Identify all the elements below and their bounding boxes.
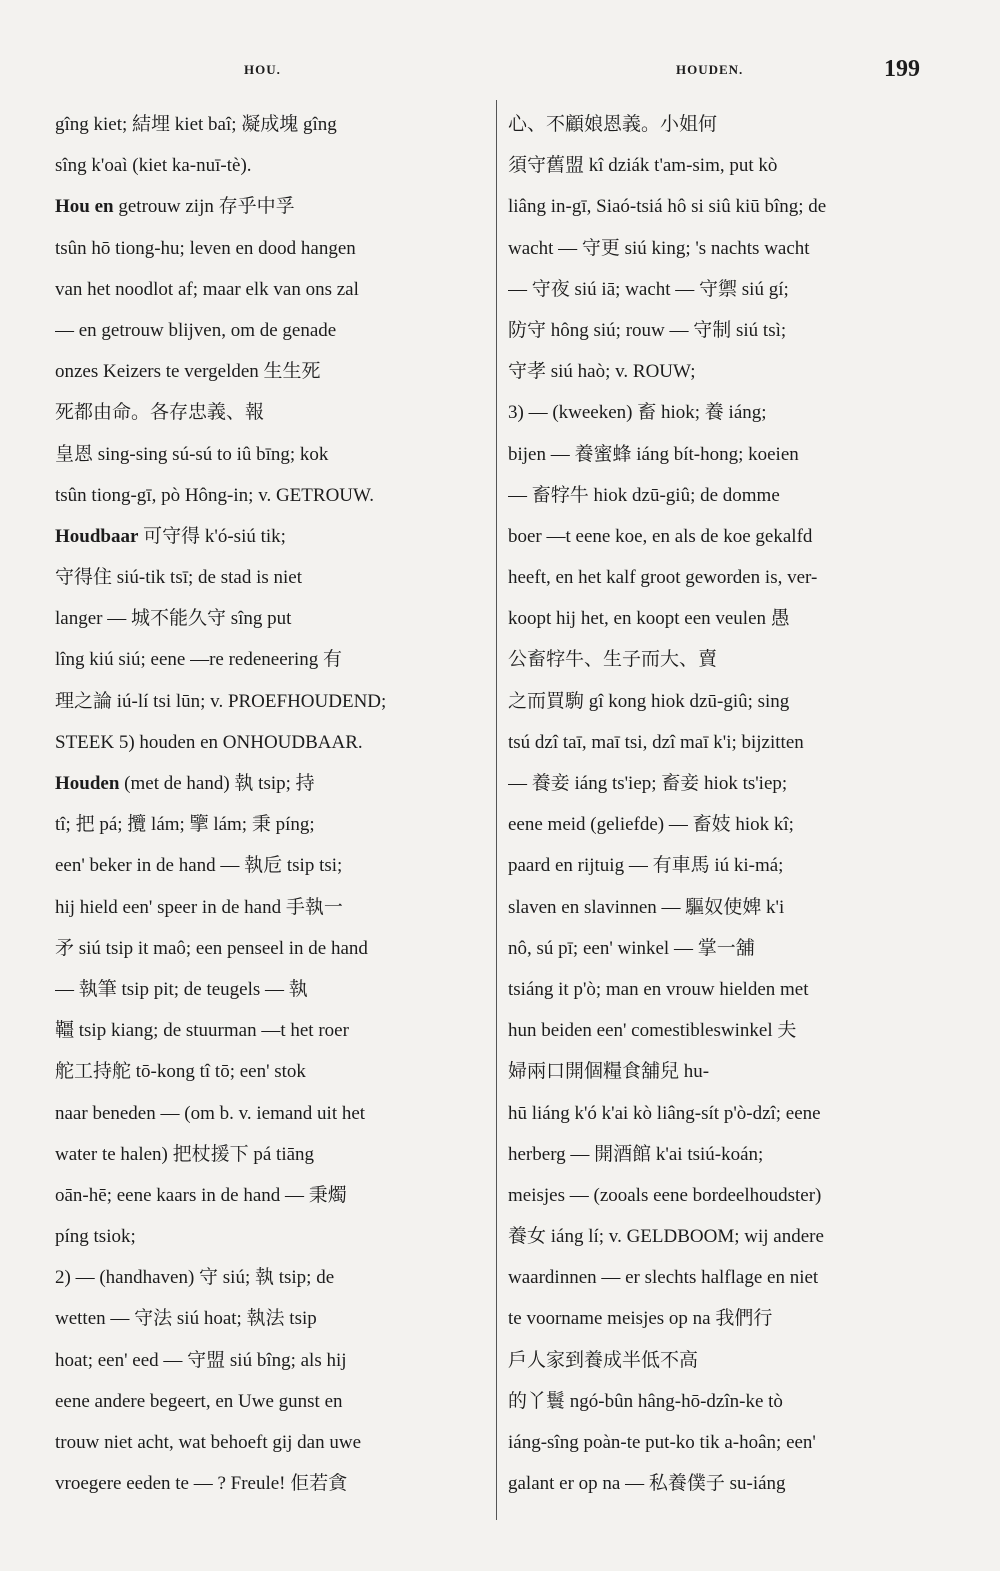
right-column-line: herberg — 開酒館 k'ai tsiú-koán; xyxy=(508,1143,764,1165)
right-column-line: 婦兩口開個糧食舖兒 hu- xyxy=(508,1061,710,1083)
left-column-line: een' beker in de hand — 執卮 tsip tsi; xyxy=(55,855,343,877)
right-column-line: 養女 iáng lí; v. GELDBOOM; wij andere xyxy=(508,1226,824,1248)
left-column-line: 2) — (handhaven) 守 siú; 執 tsip; de xyxy=(55,1267,335,1289)
left-column-line: STEEK 5) houden en ONHOUDBAAR. xyxy=(55,731,363,753)
right-column-line: waardinnen — er slechts halflage en niet xyxy=(508,1267,819,1289)
column-divider xyxy=(496,100,497,1520)
entry-headword: Hou en xyxy=(55,196,114,218)
left-column-line: van het noodlot af; maar elk van ons zal xyxy=(55,278,359,300)
left-column-line: wetten — 守法 siú hoat; 執法 tsip xyxy=(55,1308,317,1330)
left-column-line: tî; 把 pá; 攬 lám; 擥 lám; 秉 píng; xyxy=(55,814,315,836)
left-column-line: 理之論 iú-lí tsi lūn; v. PROEFHOUDEND; xyxy=(55,690,387,712)
right-column-line: koopt hij het, en koopt een veulen 愚 xyxy=(508,608,790,630)
page-number: 199 xyxy=(884,56,920,82)
right-column-line: hun beiden een' comestibleswinkel 夫 xyxy=(508,1020,797,1042)
right-column-line: liâng in-gī, Siaó-tsiá hô si siû kiū bîng; de xyxy=(508,196,827,218)
right-column-line: 公畜牸牛、生子而大、賣 xyxy=(508,649,718,671)
left-column-line: 韁 tsip kiang; de stuurman —t het roer xyxy=(55,1020,349,1042)
running-head-left: HOU. xyxy=(244,62,281,77)
right-column-line: meisjes — (zooals eene bordeelhoudster) xyxy=(508,1184,822,1206)
right-column-line: 的丫鬟 ngó-bûn hâng-hō-dzîn-ke tò xyxy=(508,1390,783,1412)
right-column-line: 須守舊盟 kî dziák t'am-sim, put kò xyxy=(508,155,778,177)
right-column-line: nô, sú pī; een' winkel — 掌一舖 xyxy=(508,937,755,959)
left-column-line: píng tsiok; xyxy=(55,1226,136,1248)
left-column-line: hoat; een' eed — 守盟 siú bîng; als hij xyxy=(55,1349,347,1371)
left-column-line: — en getrouw blijven, om de genade xyxy=(55,319,337,341)
left-column-line: 死都由命。各存忠義、報 xyxy=(55,402,265,424)
left-column-line: vroegere eeden te — ? Freule! 佢若貪 xyxy=(55,1473,348,1495)
left-column-line: 舵工持舵 tō-kong tî tō; een' stok xyxy=(55,1061,306,1083)
right-column-line: — 畜牸牛 hiok dzū-giû; de domme xyxy=(508,484,780,506)
left-column-line: trouw niet acht, wat behoeft gij dan uwe xyxy=(55,1432,362,1453)
left-column-line: lîng kiú siú; eene —re redeneering 有 xyxy=(55,649,343,671)
left-column-line: water te halen) 把杖援下 pá tiāng xyxy=(55,1143,315,1165)
right-column-line: — 守夜 siú iā; wacht — 守禦 siú gí; xyxy=(508,278,789,300)
left-column-line: — 執筆 tsip pit; de teugels — 執 xyxy=(55,978,308,1000)
right-column-line: 戶人家到養成半低不高 xyxy=(508,1349,699,1371)
right-column-line: — 養妾 iáng ts'iep; 畜妾 hiok ts'iep; xyxy=(508,773,788,794)
right-column-line: wacht — 守更 siú king; 's nachts wacht xyxy=(508,237,810,259)
right-column-line: hū liáng k'ó k'ai kò liâng-sít p'ò-dzî; eene xyxy=(508,1102,821,1124)
right-column-line: 心、不顧娘恩義。小姐何 xyxy=(508,114,718,135)
right-column-line: 3) — (kweeken) 畜 hiok; 養 iáng; xyxy=(508,402,767,424)
left-column-line: Hou en getrouw zijn 存乎中孚 xyxy=(55,196,295,218)
left-column-line: 皇恩 sing-sing sú-sú to iû bīng; kok xyxy=(55,443,329,465)
left-column xyxy=(55,104,485,1504)
right-column xyxy=(508,104,938,1504)
right-column-line: paard en rijtuig — 有車馬 iú ki-má; xyxy=(508,855,784,877)
right-column-line: tsiáng it p'ò; man en vrouw hielden met xyxy=(508,978,809,1000)
right-column-line: boer —t eene koe, en als de koe gekalfd xyxy=(508,525,813,547)
left-column-line: sîng k'oaì (kiet ka-nuī-tè). xyxy=(55,155,252,177)
left-column-line: gîng kiet; 結埋 kiet baî; 凝成塊 gîng xyxy=(55,114,337,135)
left-column-line: oān-hē; eene kaars in de hand — 秉燭 xyxy=(55,1184,347,1206)
right-column-line: iáng-sîng poàn-te put-ko tik a-hoân; een' xyxy=(508,1432,816,1453)
left-column-line: langer — 城不能久守 sîng put xyxy=(55,608,292,630)
running-head xyxy=(0,56,1000,86)
right-column-line: galant er op na — 私養僕子 su-iáng xyxy=(508,1473,786,1495)
right-column-line: 守孝 siú haò; v. ROUW; xyxy=(508,361,696,383)
left-column-line: 矛 siú tsip it maô; een penseel in de hand xyxy=(55,937,368,959)
entry-headword: Houdbaar xyxy=(55,525,139,547)
right-column-line: bijen — 養蜜蜂 iáng bít-hong; koeien xyxy=(508,443,799,465)
right-column-line: tsú dzî taī, maī tsi, dzî maī k'i; bijzitten xyxy=(508,731,804,753)
running-head-right: HOUDEN. xyxy=(676,62,744,77)
left-column-line: hij hield een' speer in de hand 手執一 xyxy=(55,896,343,918)
left-column-line: 守得住 siú-tik tsī; de stad is niet xyxy=(55,567,302,589)
left-column-line: onzes Keizers te vergelden 生生死 xyxy=(55,361,321,383)
left-column-line: Houden (met de hand) 執 tsip; 持 xyxy=(55,773,315,794)
left-column-line: eene andere begeert, en Uwe gunst en xyxy=(55,1390,343,1412)
right-column-line: eene meid (geliefde) — 畜妓 hiok kî; xyxy=(508,814,794,836)
right-column-line: 防守 hông siú; rouw — 守制 siú tsì; xyxy=(508,319,787,341)
entry-headword: Houden xyxy=(55,773,120,794)
right-column-line: slaven en slavinnen — 驅奴使婢 k'i xyxy=(508,896,785,918)
right-column-line: 之而買駒 gî kong hiok dzū-giû; sing xyxy=(508,690,790,712)
left-column-line: naar beneden — (om b. v. iemand uit het xyxy=(55,1102,366,1124)
right-column-line: heeft, en het kalf groot geworden is, ver- xyxy=(508,567,818,589)
left-column-line: tsûn hō tiong-hu; leven en dood hangen xyxy=(55,237,356,259)
right-column-line: te voorname meisjes op na 我們行 xyxy=(508,1308,773,1330)
left-column-line: tsûn tiong-gī, pò Hông-in; v. GETROUW. xyxy=(55,484,374,506)
left-column-line: Houdbaar 可守得 k'ó-siú tik; xyxy=(55,525,286,547)
